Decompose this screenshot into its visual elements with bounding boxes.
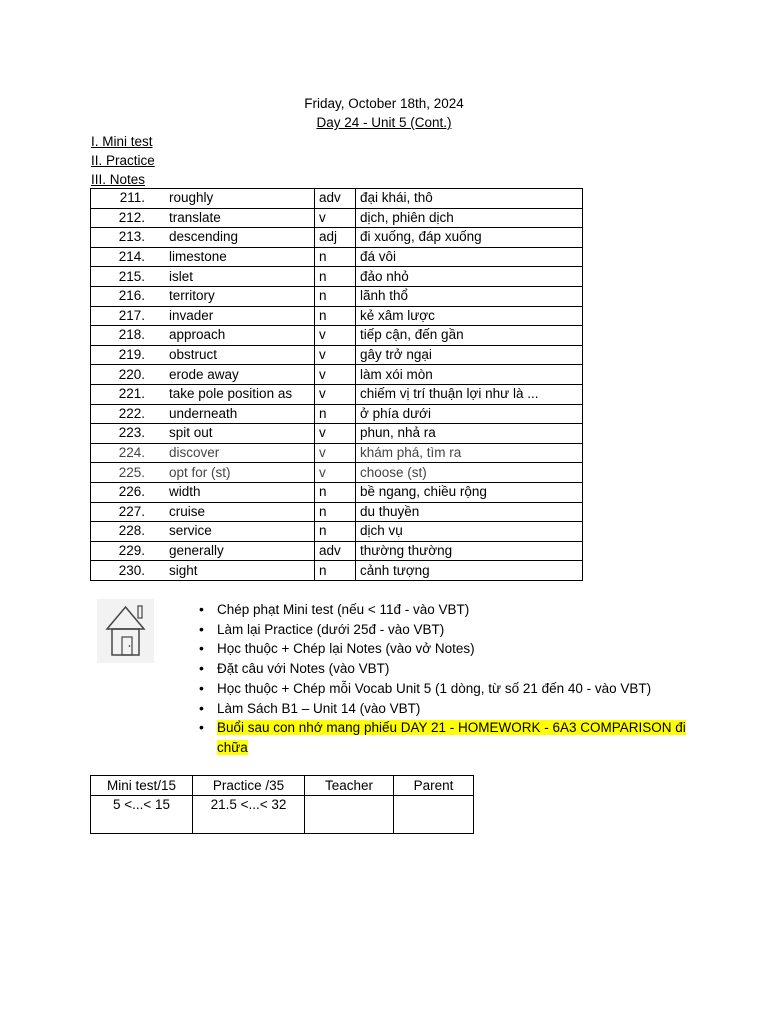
vocab-part-of-speech: v bbox=[315, 384, 356, 404]
vocab-number: 214. bbox=[91, 247, 162, 267]
vocab-number: 220. bbox=[91, 365, 162, 385]
vocab-word: spit out bbox=[161, 424, 315, 444]
vocab-part-of-speech: adv bbox=[315, 541, 356, 561]
score-mini-test-value: 5 <...< 15 bbox=[91, 796, 193, 834]
vocab-part-of-speech: v bbox=[315, 345, 356, 365]
vocab-number: 228. bbox=[91, 522, 162, 542]
vocab-word: islet bbox=[161, 267, 315, 287]
vocab-number: 230. bbox=[91, 561, 162, 581]
vocab-part-of-speech: n bbox=[315, 502, 356, 522]
section-list bbox=[91, 132, 155, 189]
header-date: Friday, October 18th, 2024 bbox=[304, 96, 464, 111]
vocab-word: width bbox=[161, 482, 315, 502]
vocab-part-of-speech: v bbox=[315, 443, 356, 463]
vocab-meaning: thường thường bbox=[356, 541, 583, 561]
vocab-number: 221. bbox=[91, 384, 162, 404]
vocab-row bbox=[91, 384, 583, 404]
vocab-meaning: đi xuống, đáp xuống bbox=[356, 228, 583, 248]
vocab-word: translate bbox=[161, 208, 315, 228]
homework-task-item bbox=[199, 699, 699, 719]
vocab-row bbox=[91, 326, 583, 346]
vocab-row bbox=[91, 208, 583, 228]
vocab-row bbox=[91, 189, 583, 209]
vocab-word: discover bbox=[161, 443, 315, 463]
vocab-meaning: choose (st) bbox=[356, 463, 583, 483]
vocab-part-of-speech: adv bbox=[315, 189, 356, 209]
vocab-meaning: phun, nhả ra bbox=[356, 424, 583, 444]
vocab-word: opt for (st) bbox=[161, 463, 315, 483]
vocab-row bbox=[91, 522, 583, 542]
vocab-meaning: làm xói mòn bbox=[356, 365, 583, 385]
vocab-number: 225. bbox=[91, 463, 162, 483]
score-teacher-value bbox=[305, 796, 394, 834]
vocab-row bbox=[91, 561, 583, 581]
vocab-part-of-speech: n bbox=[315, 306, 356, 326]
vocab-meaning: kẻ xâm lược bbox=[356, 306, 583, 326]
vocab-part-of-speech: n bbox=[315, 482, 356, 502]
vocab-meaning: đảo nhỏ bbox=[356, 267, 583, 287]
vocab-word: cruise bbox=[161, 502, 315, 522]
homework-task-item bbox=[199, 600, 699, 620]
vocab-meaning: đá vôi bbox=[356, 247, 583, 267]
vocab-word: descending bbox=[161, 228, 315, 248]
vocab-row bbox=[91, 404, 583, 424]
vocab-row bbox=[91, 286, 583, 306]
homework-task-item bbox=[199, 659, 699, 679]
homework-task-item bbox=[199, 679, 699, 699]
vocab-table-body bbox=[91, 189, 583, 581]
vocab-number: 213. bbox=[91, 228, 162, 248]
vocab-part-of-speech: v bbox=[315, 208, 356, 228]
document-header bbox=[0, 94, 768, 132]
vocab-row bbox=[91, 502, 583, 522]
vocab-word: underneath bbox=[161, 404, 315, 424]
vocab-number: 217. bbox=[91, 306, 162, 326]
vocab-row bbox=[91, 267, 583, 287]
homework-task-text: Làm lại Practice (dưới 25đ - vào VBT) bbox=[217, 621, 445, 637]
vocab-number: 226. bbox=[91, 482, 162, 502]
score-parent-value bbox=[394, 796, 474, 834]
vocab-number: 211. bbox=[91, 189, 162, 209]
homework-task-item bbox=[199, 639, 699, 659]
vocab-meaning: tiếp cận, đến gần bbox=[356, 326, 583, 346]
vocab-row bbox=[91, 541, 583, 561]
vocab-meaning: dịch, phiên dịch bbox=[356, 208, 583, 228]
vocab-meaning: khám phá, tìm ra bbox=[356, 443, 583, 463]
vocab-number: 212. bbox=[91, 208, 162, 228]
vocab-word: roughly bbox=[161, 189, 315, 209]
homework-task-text: Học thuộc + Chép lại Notes (vào vở Notes) bbox=[217, 641, 475, 657]
vocab-number: 215. bbox=[91, 267, 162, 287]
vocab-part-of-speech: v bbox=[315, 365, 356, 385]
score-header-teacher: Teacher bbox=[305, 776, 394, 796]
vocab-number: 229. bbox=[91, 541, 162, 561]
vocab-part-of-speech: n bbox=[315, 404, 356, 424]
vocab-word: invader bbox=[161, 306, 315, 326]
vocab-meaning: gây trở ngại bbox=[356, 345, 583, 365]
vocab-word: sight bbox=[161, 561, 315, 581]
score-value-row bbox=[91, 796, 474, 834]
vocab-part-of-speech: n bbox=[315, 247, 356, 267]
score-header-mini-test: Mini test/15 bbox=[91, 776, 193, 796]
homework-task-item bbox=[199, 620, 699, 640]
vocab-part-of-speech: n bbox=[315, 561, 356, 581]
vocab-meaning: lãnh thổ bbox=[356, 286, 583, 306]
section-practice: II. Practice bbox=[91, 153, 155, 168]
homework-task-text: Làm Sách B1 – Unit 14 (vào VBT) bbox=[217, 700, 421, 716]
vocab-meaning: chiếm vị trí thuận lợi như là ... bbox=[356, 384, 583, 404]
vocab-word: approach bbox=[161, 326, 315, 346]
vocab-number: 224. bbox=[91, 443, 162, 463]
vocab-meaning: bề ngang, chiều rộng bbox=[356, 482, 583, 502]
homework-task-text: Buổi sau con nhớ mang phiếu DAY 21 - HOMEWORK - 6A3 COMPARISON đi chữa bbox=[217, 720, 686, 755]
vocab-row bbox=[91, 247, 583, 267]
vocab-row bbox=[91, 365, 583, 385]
header-lesson-title: Day 24 - Unit 5 (Cont.) bbox=[316, 115, 452, 130]
vocab-word: limestone bbox=[161, 247, 315, 267]
vocab-word: service bbox=[161, 522, 315, 542]
vocab-row bbox=[91, 443, 583, 463]
home-icon bbox=[97, 599, 154, 663]
vocab-row bbox=[91, 463, 583, 483]
vocab-row bbox=[91, 424, 583, 444]
vocab-word: obstruct bbox=[161, 345, 315, 365]
score-practice-value: 21.5 <...< 32 bbox=[193, 796, 305, 834]
vocab-meaning: đại khái, thô bbox=[356, 189, 583, 209]
vocab-word: territory bbox=[161, 286, 315, 306]
vocab-meaning: du thuyền bbox=[356, 502, 583, 522]
vocab-part-of-speech: n bbox=[315, 267, 356, 287]
vocab-number: 216. bbox=[91, 286, 162, 306]
vocab-part-of-speech: v bbox=[315, 463, 356, 483]
vocab-row bbox=[91, 345, 583, 365]
vocab-number: 222. bbox=[91, 404, 162, 424]
vocab-word: take pole position as bbox=[161, 384, 315, 404]
section-notes: III. Notes bbox=[91, 172, 146, 187]
vocab-meaning: ở phía dưới bbox=[356, 404, 583, 424]
vocab-row bbox=[91, 306, 583, 326]
homework-task-text: Chép phạt Mini test (nếu < 11đ - vào VBT) bbox=[217, 602, 470, 617]
score-header-practice: Practice /35 bbox=[193, 776, 305, 796]
vocab-part-of-speech: n bbox=[315, 522, 356, 542]
score-table bbox=[90, 775, 474, 834]
vocab-part-of-speech: n bbox=[315, 286, 356, 306]
vocab-part-of-speech: v bbox=[315, 424, 356, 444]
vocab-row bbox=[91, 482, 583, 502]
vocab-table bbox=[90, 188, 583, 581]
vocab-meaning: dịch vụ bbox=[356, 522, 583, 542]
vocab-number: 219. bbox=[91, 345, 162, 365]
vocab-word: generally bbox=[161, 541, 315, 561]
score-header-row bbox=[91, 776, 474, 796]
vocab-part-of-speech: adj bbox=[315, 228, 356, 248]
homework-task-text: Học thuộc + Chép mỗi Vocab Unit 5 (1 dòng, từ số 21 đến 40 - vào VBT) bbox=[217, 680, 652, 696]
vocab-meaning: cảnh tượng bbox=[356, 561, 583, 581]
section-mini-test: I. Mini test bbox=[91, 134, 153, 149]
homework-task-text: Đặt câu với Notes (vào VBT) bbox=[217, 661, 390, 677]
vocab-number: 218. bbox=[91, 326, 162, 346]
vocab-row bbox=[91, 228, 583, 248]
vocab-number: 227. bbox=[91, 502, 162, 522]
vocab-number: 223. bbox=[91, 424, 162, 444]
score-header-parent: Parent bbox=[394, 776, 474, 796]
vocab-part-of-speech: v bbox=[315, 326, 356, 346]
homework-task-list bbox=[199, 600, 699, 758]
homework-task-item bbox=[199, 718, 699, 757]
vocab-word: erode away bbox=[161, 365, 315, 385]
